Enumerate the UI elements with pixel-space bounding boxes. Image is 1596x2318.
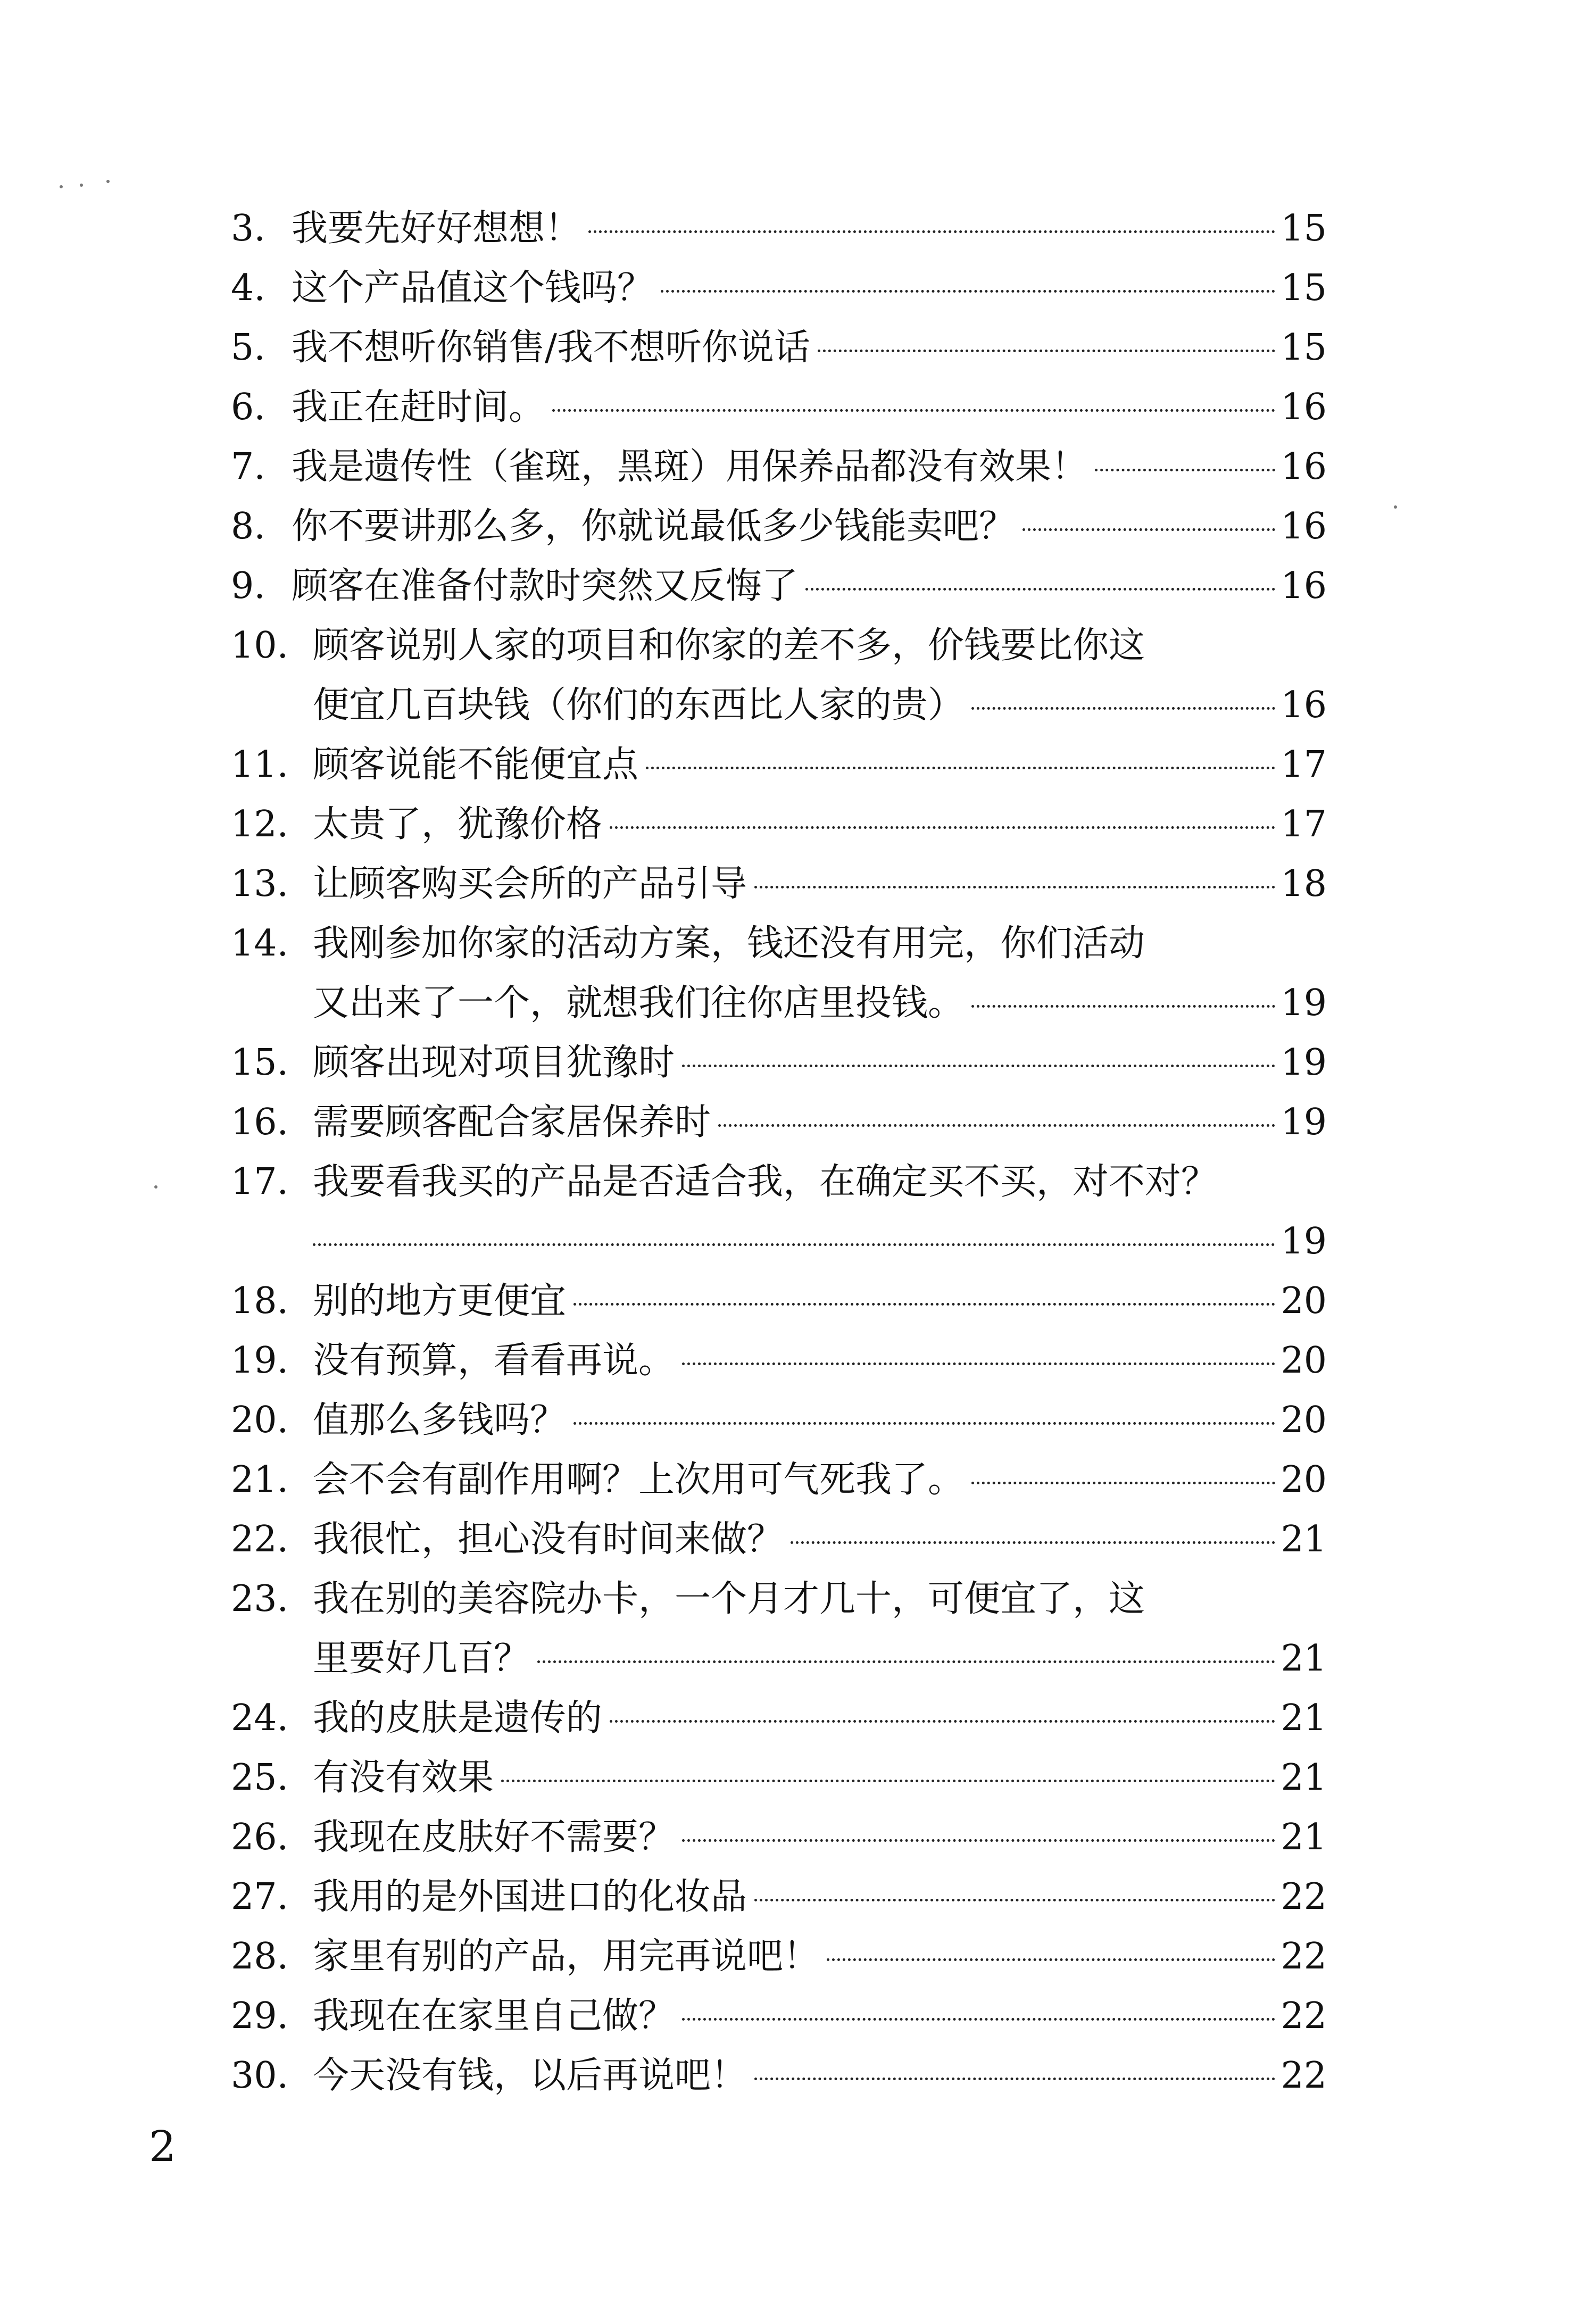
toc-entry-number: 20. — [231, 1399, 289, 1441]
toc-entry-title: 我是遗传性（雀斑，黑斑）用保养品都没有效果！ — [292, 446, 1088, 488]
toc-entry-14-cont — [0, 974, 1596, 1033]
toc-entry-7 — [0, 437, 1596, 497]
dot-leader — [754, 1899, 1275, 1901]
toc-entry-title: 我很忙，担心没有时间来做？ — [313, 1518, 784, 1560]
toc-entry-18 — [0, 1272, 1596, 1331]
toc-entry-page: 15 — [1281, 327, 1327, 369]
toc-entry-row — [292, 259, 1327, 318]
toc-entry-title: 我的皮肤是遗传的 — [313, 1697, 603, 1739]
toc-entry-title: 我正在赶时间。 — [292, 386, 545, 428]
toc-entry-title-line1: 我刚参加你家的活动方案，钱还没有用完，你们活动 — [313, 923, 1145, 965]
toc-entry-title: 别的地方更便宜 — [313, 1280, 567, 1322]
toc-entry-page: 16 — [1281, 684, 1327, 726]
toc-entry-title: 我现在在家里自己做？ — [313, 1995, 675, 2037]
dot-leader — [682, 1839, 1275, 1842]
toc-entry-page: 19 — [1281, 1042, 1327, 1084]
toc-entry-8 — [0, 497, 1596, 556]
scan-speck — [106, 180, 110, 183]
dot-leader — [610, 826, 1275, 829]
toc-entry-27 — [0, 1867, 1596, 1927]
toc-entry-4 — [0, 259, 1596, 318]
toc-entry-page: 19 — [1281, 1101, 1327, 1143]
toc-entry-number: 9. — [231, 565, 265, 607]
dot-leader — [588, 230, 1275, 233]
toc-entry-page: 19 — [1281, 1220, 1327, 1262]
toc-entry-row — [292, 437, 1327, 497]
toc-entry-20 — [0, 1391, 1596, 1450]
dot-leader — [501, 1780, 1275, 1782]
toc-entry-12 — [0, 795, 1596, 854]
toc-entry-number: 24. — [231, 1697, 289, 1739]
toc-entry-title: 里要好几百？ — [313, 1638, 530, 1680]
dot-leader — [682, 2018, 1275, 2021]
toc-entry-page: 21 — [1281, 1757, 1327, 1799]
toc-entry-row — [313, 1748, 1327, 1808]
toc-entry-17 — [0, 1152, 1596, 1212]
toc-entry-page: 21 — [1281, 1638, 1327, 1680]
toc-entry-number: 16. — [231, 1101, 289, 1143]
toc-entry-title: 需要顾客配合家居保养时 — [313, 1101, 711, 1143]
toc-entry-number: 5. — [231, 327, 265, 369]
toc-entry-row — [313, 2046, 1327, 2106]
toc-entry-22 — [0, 1510, 1596, 1569]
scan-speck — [1394, 505, 1397, 509]
toc-entry-title: 今天没有钱，以后再说吧！ — [313, 2055, 747, 2097]
toc-entry-title: 顾客出现对项目犹豫时 — [313, 1042, 675, 1084]
dot-leader — [552, 409, 1275, 412]
toc-entry-row — [292, 318, 1327, 378]
toc-entry-title-line1: 顾客说别人家的项目和你家的差不多，价钱要比你这 — [313, 625, 1145, 667]
toc-entry-number: 12. — [231, 803, 289, 845]
dot-leader — [818, 350, 1276, 352]
dot-leader — [805, 588, 1275, 591]
dot-leader — [1023, 528, 1275, 531]
toc-entry-page: 22 — [1281, 2055, 1327, 2097]
toc-entry-page: 17 — [1281, 744, 1327, 786]
toc-entry-row — [313, 1450, 1327, 1510]
toc-entry-number: 6. — [231, 386, 265, 428]
toc-entry-page: 16 — [1281, 505, 1327, 547]
toc-entry-23 — [0, 1569, 1596, 1629]
toc-entry-page: 15 — [1281, 267, 1327, 309]
toc-entry-row — [313, 1093, 1327, 1152]
toc-entry-number: 29. — [231, 1995, 289, 2037]
dot-leader — [718, 1124, 1275, 1127]
dot-leader — [754, 886, 1275, 888]
toc-entry-row — [313, 1391, 1327, 1450]
toc-entry-number: 28. — [231, 1935, 289, 1978]
dot-leader — [573, 1303, 1275, 1306]
toc-entry-title: 我不想听你销售/我不想听你说话 — [292, 327, 810, 369]
dot-leader — [971, 1482, 1275, 1484]
toc-entry-title: 我要先好好想想！ — [292, 207, 581, 250]
toc-entry-17-cont — [0, 1212, 1596, 1272]
toc-entry-number: 15. — [231, 1042, 289, 1084]
toc-entry-page: 22 — [1281, 1876, 1327, 1918]
scan-speck — [60, 185, 63, 188]
toc-entry-number: 23. — [231, 1578, 289, 1620]
toc-entry-row — [313, 1510, 1327, 1569]
toc-entry-row — [313, 676, 1327, 735]
toc-entry-28 — [0, 1927, 1596, 1987]
toc-entry-23-cont — [0, 1629, 1596, 1689]
toc-entry-page: 20 — [1281, 1399, 1327, 1441]
dot-leader — [827, 1958, 1275, 1961]
dot-leader — [791, 1541, 1275, 1544]
toc-entry-row — [313, 1867, 1327, 1927]
toc-entry-title: 顾客说能不能便宜点 — [313, 744, 639, 786]
toc-entry-row — [313, 1987, 1327, 2046]
toc-entry-row — [313, 735, 1327, 795]
toc-entry-number: 21. — [231, 1459, 289, 1501]
toc-entry-page: 20 — [1281, 1459, 1327, 1501]
toc-entry-number: 18. — [231, 1280, 289, 1322]
toc-entry-title: 值那么多钱吗？ — [313, 1399, 567, 1441]
toc-entry-row — [313, 1927, 1327, 1987]
toc-entry-14 — [0, 914, 1596, 974]
toc-entry-number: 27. — [231, 1876, 289, 1918]
toc-entry-row — [292, 378, 1327, 437]
toc-entry-title: 这个产品值这个钱吗？ — [292, 267, 654, 309]
toc-entry-16 — [0, 1093, 1596, 1152]
toc-entry-number: 19. — [231, 1340, 289, 1382]
toc-entry-row — [313, 1212, 1327, 1272]
toc-entry-row — [313, 1272, 1327, 1331]
toc-entry-row — [313, 1808, 1327, 1867]
dot-leader — [646, 767, 1275, 769]
toc-entry-29 — [0, 1987, 1596, 2046]
toc-entry-9 — [0, 556, 1596, 616]
toc-entry-13 — [0, 854, 1596, 914]
toc-entry-number: 7. — [231, 446, 265, 488]
toc-entry-page: 16 — [1281, 565, 1327, 607]
toc-entry-row — [313, 1629, 1327, 1689]
toc-entry-title: 又出来了一个，就想我们往你店里投钱。 — [313, 982, 965, 1024]
toc-entry-3 — [0, 199, 1596, 259]
toc-entry-5 — [0, 318, 1596, 378]
toc-entry-10 — [0, 616, 1596, 676]
toc-entry-row — [313, 854, 1327, 914]
toc-entry-page: 21 — [1281, 1816, 1327, 1858]
toc-entry-row — [292, 497, 1327, 556]
toc-entry-row — [313, 974, 1327, 1033]
toc-entry-number: 11. — [231, 744, 289, 786]
toc-entry-title: 让顾客购买会所的产品引导 — [313, 863, 747, 905]
toc-entry-page: 21 — [1281, 1518, 1327, 1560]
dot-leader — [610, 1720, 1275, 1723]
dot-leader — [971, 1005, 1275, 1008]
toc-entry-page: 16 — [1281, 446, 1327, 488]
toc-entry-title-line1: 我在别的美容院办卡，一个月才几十，可便宜了，这 — [313, 1578, 1145, 1620]
dot-leader — [682, 1065, 1275, 1067]
toc-entry-6 — [0, 378, 1596, 437]
toc-entry-number: 13. — [231, 863, 289, 905]
toc-entry-title: 顾客在准备付款时突然又反悔了 — [292, 565, 799, 607]
toc-entry-number: 30. — [231, 2055, 289, 2097]
toc-entry-title: 有没有效果 — [313, 1757, 494, 1799]
toc-entry-row — [313, 795, 1327, 854]
toc-entry-number: 25. — [231, 1757, 289, 1799]
toc-entry-19 — [0, 1331, 1596, 1391]
toc-entry-number: 8. — [231, 505, 265, 547]
scan-speck — [80, 184, 83, 187]
page-number: 2 — [149, 2122, 176, 2171]
toc-entry-row — [313, 1331, 1327, 1391]
toc-entry-title: 会不会有副作用啊？上次用可气死我了。 — [313, 1459, 965, 1501]
toc-entry-page: 19 — [1281, 982, 1327, 1024]
toc-entry-number: 17. — [231, 1161, 289, 1203]
toc-entry-row — [313, 1689, 1327, 1748]
dot-leader — [313, 1243, 1275, 1246]
toc-entry-number: 10. — [231, 625, 289, 667]
dot-leader — [754, 2078, 1275, 2080]
toc-entry-number: 4. — [231, 267, 265, 309]
dot-leader — [661, 290, 1275, 293]
toc-entry-24 — [0, 1689, 1596, 1748]
toc-entry-15 — [0, 1033, 1596, 1093]
toc-entry-number: 26. — [231, 1816, 289, 1858]
toc-entry-number: 14. — [231, 923, 289, 965]
toc-entry-row — [292, 556, 1327, 616]
toc-entry-page: 20 — [1281, 1280, 1327, 1322]
toc-entry-26 — [0, 1808, 1596, 1867]
toc-entry-25 — [0, 1748, 1596, 1808]
toc-entry-row — [292, 199, 1327, 259]
dot-leader — [971, 707, 1275, 710]
toc-entry-title-line1: 我要看我买的产品是否适合我，在确定买不买，对不对？ — [313, 1161, 1218, 1203]
toc-entry-10-cont — [0, 676, 1596, 735]
dot-leader — [573, 1422, 1275, 1425]
scan-speck — [154, 1185, 157, 1189]
toc-entry-page: 16 — [1281, 386, 1327, 428]
toc-entry-title: 太贵了，犹豫价格 — [313, 803, 603, 845]
toc-entry-title: 我用的是外国进口的化妆品 — [313, 1876, 747, 1918]
toc-entry-page: 18 — [1281, 863, 1327, 905]
toc-entry-title: 我现在皮肤好不需要？ — [313, 1816, 675, 1858]
toc-entry-page: 22 — [1281, 1995, 1327, 2037]
toc-entry-page: 21 — [1281, 1697, 1327, 1739]
toc-entry-page: 20 — [1281, 1340, 1327, 1382]
toc-entry-page: 17 — [1281, 803, 1327, 845]
toc-entry-30 — [0, 2046, 1596, 2106]
toc-entry-page: 15 — [1281, 207, 1327, 250]
toc-entry-title: 便宜几百块钱（你们的东西比人家的贵） — [313, 684, 965, 726]
dot-leader — [682, 1362, 1275, 1365]
toc-entry-number: 22. — [231, 1518, 289, 1560]
toc-entry-11 — [0, 735, 1596, 795]
toc-entry-title: 没有预算，看看再说。 — [313, 1340, 675, 1382]
toc-entry-title: 你不要讲那么多，你就说最低多少钱能卖吧？ — [292, 505, 1016, 547]
toc-entry-page: 22 — [1281, 1935, 1327, 1978]
toc-entry-21 — [0, 1450, 1596, 1510]
toc-entry-title: 家里有别的产品，用完再说吧！ — [313, 1935, 820, 1978]
toc-entry-row — [313, 1033, 1327, 1093]
dot-leader — [537, 1660, 1275, 1663]
dot-leader — [1095, 469, 1275, 471]
toc-entry-number: 3. — [231, 207, 265, 250]
